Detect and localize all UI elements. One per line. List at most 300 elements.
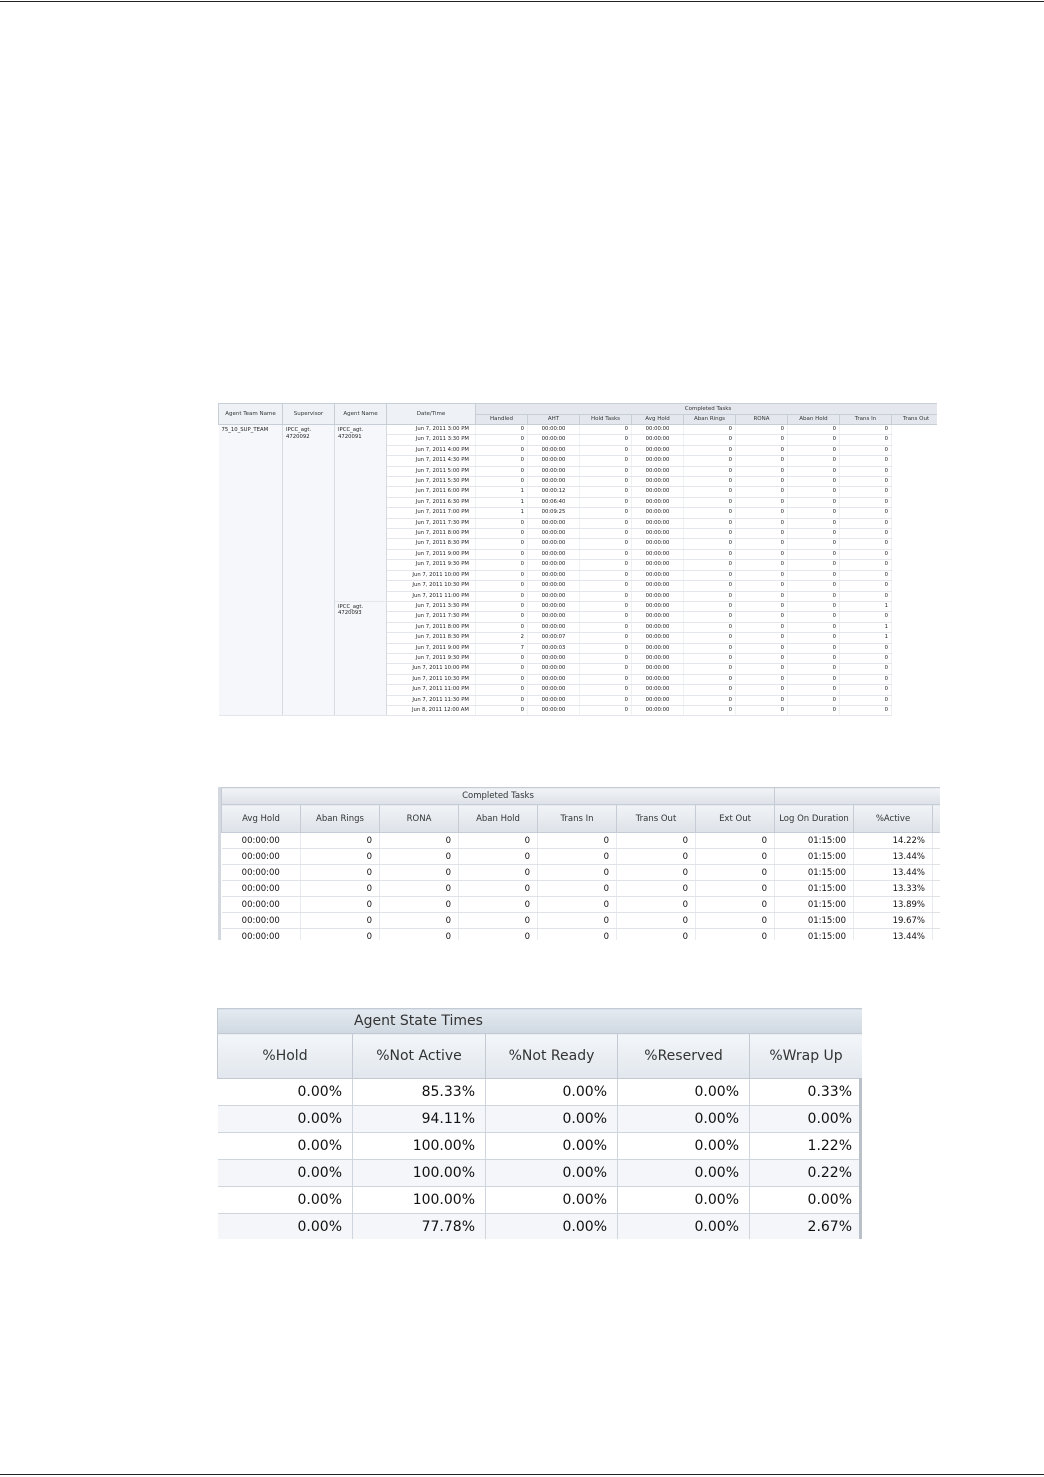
- table-cell: 0: [684, 633, 736, 643]
- date-time-cell: Jun 7, 2011 9:30 PM: [387, 560, 476, 570]
- column-header[interactable]: %Not Ready: [486, 1034, 618, 1079]
- header-supervisor[interactable]: Supervisor: [283, 404, 335, 425]
- header-rona[interactable]: RONA: [736, 414, 788, 425]
- table-cell: 0: [476, 581, 528, 591]
- table-cell: 0: [301, 865, 380, 881]
- table-cell: 0: [840, 518, 892, 528]
- table-cell: 00:00:00: [632, 695, 684, 705]
- table-cell: 00:00:00: [222, 913, 301, 929]
- column-header[interactable]: %Reserved: [618, 1034, 750, 1079]
- column-header[interactable]: Aban Hold: [459, 805, 538, 833]
- table-cell: 0: [476, 456, 528, 466]
- table-cell: 0: [580, 664, 632, 674]
- table-cell: 00:00:00: [632, 539, 684, 549]
- table-cell: 0: [580, 487, 632, 497]
- header-trans-in[interactable]: Trans In: [840, 414, 892, 425]
- table-cell: 0: [788, 456, 840, 466]
- table-cell: 85.33%: [353, 1079, 486, 1106]
- table-cell: 0: [580, 456, 632, 466]
- column-header[interactable]: %Not Active: [353, 1034, 486, 1079]
- table-cell: 100.00%: [353, 1133, 486, 1160]
- table-cell: 0: [684, 581, 736, 591]
- table-cell: 00:00:00: [632, 435, 684, 445]
- table-cell: 0: [380, 833, 459, 849]
- table-cell: 0: [840, 529, 892, 539]
- table-cell: 0: [380, 849, 459, 865]
- table-cell: 0: [696, 913, 775, 929]
- blank-cell: [933, 913, 941, 929]
- table-cell: 0: [840, 456, 892, 466]
- table-cell: 0.00%: [486, 1079, 618, 1106]
- header-trans-out[interactable]: Trans Out: [892, 414, 938, 425]
- table-cell: 0: [380, 881, 459, 897]
- table-cell: 0: [684, 456, 736, 466]
- table-cell: 0: [580, 529, 632, 539]
- date-time-cell: Jun 7, 2011 4:00 PM: [387, 445, 476, 455]
- blank-cell: [933, 929, 941, 941]
- column-header[interactable]: Ext Out: [696, 805, 775, 833]
- table-cell: 00:00:00: [528, 549, 580, 559]
- table-cell: 0: [580, 695, 632, 705]
- table-cell: 1: [476, 487, 528, 497]
- table-cell: 0: [788, 508, 840, 518]
- table-cell: 0: [301, 929, 380, 941]
- table-cell: 0: [684, 549, 736, 559]
- table-cell: 0: [580, 643, 632, 653]
- date-time-cell: Jun 7, 2011 9:00 PM: [387, 643, 476, 653]
- table-cell: 0: [788, 653, 840, 663]
- table-cell: 0: [684, 445, 736, 455]
- table-cell: 13.89%: [854, 897, 933, 913]
- table-cell: 00:00:00: [632, 560, 684, 570]
- table-cell: 0: [580, 591, 632, 601]
- table-cell: 0: [617, 865, 696, 881]
- table-cell: 0: [736, 643, 788, 653]
- table-cell: 0: [580, 653, 632, 663]
- header-hold-tasks[interactable]: Hold Tasks: [580, 414, 632, 425]
- table-cell: 00:00:00: [632, 549, 684, 559]
- table-row: [218, 1187, 863, 1214]
- table-cell: 0: [736, 570, 788, 580]
- table-cell: 0: [684, 560, 736, 570]
- table-cell: 00:00:00: [222, 929, 301, 941]
- table-row: [219, 425, 938, 435]
- column-header[interactable]: RONA: [380, 805, 459, 833]
- table-cell: 0: [736, 581, 788, 591]
- table-cell: 0: [684, 705, 736, 715]
- date-time-cell: Jun 7, 2011 11:00 PM: [387, 685, 476, 695]
- table-cell: 0: [696, 833, 775, 849]
- table-cell: 00:00:00: [528, 622, 580, 632]
- date-time-cell: Jun 7, 2011 7:30 PM: [387, 612, 476, 622]
- table-cell: 0: [684, 508, 736, 518]
- table-cell: 0.00%: [218, 1214, 353, 1240]
- table-cell: 00:00:00: [528, 518, 580, 528]
- table-cell: 0: [788, 435, 840, 445]
- table-cell: 0: [476, 466, 528, 476]
- table-cell: 0: [840, 560, 892, 570]
- table-cell: 19.67%: [854, 913, 933, 929]
- column-header[interactable]: Trans In: [538, 805, 617, 833]
- date-time-cell: Jun 7, 2011 3:30 PM: [387, 601, 476, 611]
- table-cell: 0: [684, 695, 736, 705]
- table-cell: 00:00:03: [528, 643, 580, 653]
- header-handled[interactable]: Handled: [476, 414, 528, 425]
- table-cell: 0: [580, 674, 632, 684]
- table-cell: 0: [788, 560, 840, 570]
- table-cell: 0: [476, 674, 528, 684]
- date-time-cell: Jun 7, 2011 8:30 PM: [387, 633, 476, 643]
- table-cell: 00:00:00: [528, 425, 580, 435]
- agent-state-group-header: Agent State Times: [218, 1009, 863, 1034]
- table-cell: 0.00%: [618, 1133, 750, 1160]
- table-cell: 0: [476, 685, 528, 695]
- table-cell: 0: [476, 695, 528, 705]
- table-cell: 0: [684, 653, 736, 663]
- table-cell: 0: [580, 425, 632, 435]
- table-cell: 0.00%: [618, 1079, 750, 1106]
- table-cell: 0: [736, 601, 788, 611]
- table-cell: 0: [538, 849, 617, 865]
- table-cell: 00:00:00: [528, 685, 580, 695]
- table-cell: 0.00%: [618, 1106, 750, 1133]
- table-cell: 0: [580, 539, 632, 549]
- table-cell: 00:00:00: [528, 664, 580, 674]
- table-cell: 0.22%: [750, 1160, 863, 1187]
- table-cell: 01:15:00: [775, 929, 854, 941]
- table-cell: 01:15:00: [775, 849, 854, 865]
- date-time-cell: Jun 7, 2011 9:00 PM: [387, 549, 476, 559]
- table-row: [218, 1133, 863, 1160]
- agent-state-screenshot: [217, 1008, 862, 1239]
- table-cell: 0: [788, 664, 840, 674]
- table-cell: 0.00%: [218, 1133, 353, 1160]
- table-cell: 0: [840, 466, 892, 476]
- table-cell: 0.33%: [750, 1079, 863, 1106]
- table-cell: 00:00:00: [528, 539, 580, 549]
- table-cell: 01:15:00: [775, 881, 854, 897]
- table-cell: 0: [736, 477, 788, 487]
- date-time-cell: Jun 7, 2011 10:30 PM: [387, 674, 476, 684]
- table-cell: 0.00%: [618, 1214, 750, 1240]
- table-cell: 13.44%: [854, 849, 933, 865]
- table-cell: 0: [788, 497, 840, 507]
- table-cell: 0: [788, 477, 840, 487]
- table-cell: 94.11%: [353, 1106, 486, 1133]
- table-cell: 0: [736, 466, 788, 476]
- table-cell: 00:00:00: [632, 529, 684, 539]
- table-cell: 00:00:00: [528, 456, 580, 466]
- table-cell: 7: [476, 643, 528, 653]
- table-cell: 0.00%: [618, 1187, 750, 1214]
- table-cell: 0: [617, 897, 696, 913]
- table-cell: 00:00:00: [632, 518, 684, 528]
- table-cell: 0.00%: [218, 1106, 353, 1133]
- blank-cell: [933, 865, 941, 881]
- table-cell: 0: [476, 477, 528, 487]
- column-header[interactable]: %Wrap Up: [750, 1034, 863, 1079]
- date-time-cell: Jun 7, 2011 4:30 PM: [387, 456, 476, 466]
- table-cell: 00:00:00: [632, 570, 684, 580]
- table-row: [218, 1214, 863, 1240]
- table-cell: 0: [580, 581, 632, 591]
- table-cell: 0: [380, 913, 459, 929]
- supervisor-cell: IPCC_agt. 4720092: [283, 425, 335, 716]
- table-cell: 0: [788, 539, 840, 549]
- table-cell: 0: [684, 685, 736, 695]
- table-cell: 00:00:00: [528, 695, 580, 705]
- column-header[interactable]: %Hold: [218, 1034, 353, 1079]
- group-header-blank: [775, 788, 941, 805]
- table-cell: 0: [684, 518, 736, 528]
- table-cell: 0: [736, 487, 788, 497]
- table-cell: 0: [696, 849, 775, 865]
- column-header[interactable]: %Active: [854, 805, 933, 833]
- agent-name-cell: IPCC_agt. 4720093: [335, 601, 387, 715]
- table-cell: 0.00%: [750, 1187, 863, 1214]
- table-cell: 0: [736, 622, 788, 632]
- table-cell: 0: [736, 425, 788, 435]
- date-time-cell: Jun 7, 2011 8:00 PM: [387, 622, 476, 632]
- table-cell: 1: [476, 497, 528, 507]
- table-cell: 0: [788, 591, 840, 601]
- date-time-cell: Jun 7, 2011 6:00 PM: [387, 487, 476, 497]
- header-agent-team-name[interactable]: Agent Team Name: [219, 404, 283, 425]
- table-cell: 00:00:00: [222, 849, 301, 865]
- completed-tasks-table: [221, 787, 940, 940]
- table-cell: 00:00:00: [632, 508, 684, 518]
- table-cell: 2: [476, 633, 528, 643]
- table-cell: 0: [736, 674, 788, 684]
- table-cell: 0: [684, 497, 736, 507]
- table-cell: 0: [476, 622, 528, 632]
- table-cell: 0: [476, 445, 528, 455]
- table-cell: 0: [840, 549, 892, 559]
- header-avg-hold[interactable]: Avg Hold: [632, 414, 684, 425]
- table-cell: 0: [840, 653, 892, 663]
- table-cell: 0: [788, 633, 840, 643]
- report-grid-table: [218, 403, 937, 716]
- table-cell: 0: [380, 897, 459, 913]
- date-time-cell: Jun 7, 2011 5:30 PM: [387, 477, 476, 487]
- table-row: [222, 865, 941, 881]
- table-cell: 0: [736, 549, 788, 559]
- column-header[interactable]: Log On Duration: [775, 805, 854, 833]
- date-time-cell: Jun 7, 2011 3:00 PM: [387, 425, 476, 435]
- table-cell: 0: [617, 849, 696, 865]
- table-cell: 0: [736, 653, 788, 663]
- table-cell: 0: [476, 518, 528, 528]
- table-cell: 00:00:00: [222, 833, 301, 849]
- table-cell: 0: [696, 897, 775, 913]
- vertical-scrollbar[interactable]: [859, 1078, 862, 1239]
- table-cell: 0.00%: [618, 1160, 750, 1187]
- table-cell: 0: [736, 445, 788, 455]
- table-cell: 0: [736, 695, 788, 705]
- table-cell: 0: [301, 833, 380, 849]
- completed-tasks-column-headers: [222, 805, 941, 833]
- table-row: [222, 913, 941, 929]
- table-cell: 01:15:00: [775, 833, 854, 849]
- header-aban-rings[interactable]: Aban Rings: [684, 414, 736, 425]
- table-cell: 0: [736, 685, 788, 695]
- table-cell: 00:00:00: [528, 612, 580, 622]
- table-cell: 0: [840, 435, 892, 445]
- table-row: [222, 897, 941, 913]
- table-cell: 0: [380, 865, 459, 881]
- date-time-cell: Jun 7, 2011 7:00 PM: [387, 508, 476, 518]
- table-cell: 0: [736, 591, 788, 601]
- header-date-time[interactable]: Date/Time: [387, 404, 476, 425]
- table-cell: 0: [788, 549, 840, 559]
- table-cell: 0: [788, 518, 840, 528]
- table-cell: 0: [840, 674, 892, 684]
- date-time-cell: Jun 7, 2011 3:30 PM: [387, 435, 476, 445]
- table-cell: 00:00:00: [632, 425, 684, 435]
- date-time-cell: Jun 7, 2011 11:00 PM: [387, 591, 476, 601]
- completed-tasks-group-header: Completed Tasks: [222, 788, 775, 805]
- page-footer-rule: [0, 1474, 1044, 1475]
- table-cell: 00:06:40: [528, 497, 580, 507]
- table-cell: 0: [580, 633, 632, 643]
- table-cell: 00:00:00: [632, 685, 684, 695]
- table-cell: 00:00:00: [632, 487, 684, 497]
- table-cell: 0: [580, 549, 632, 559]
- header-aht[interactable]: AHT: [528, 414, 580, 425]
- table-cell: 0: [580, 622, 632, 632]
- table-cell: 0: [684, 643, 736, 653]
- table-cell: 0: [617, 881, 696, 897]
- table-cell: 0: [840, 487, 892, 497]
- table-cell: 0: [580, 685, 632, 695]
- column-header[interactable]: Avg Hold: [222, 805, 301, 833]
- table-cell: 00:00:00: [632, 664, 684, 674]
- table-cell: 0: [380, 929, 459, 941]
- table-cell: 0: [580, 435, 632, 445]
- table-cell: 0: [476, 549, 528, 559]
- table-cell: 0: [788, 612, 840, 622]
- table-cell: 100.00%: [353, 1160, 486, 1187]
- table-cell: 0: [301, 881, 380, 897]
- table-cell: 13.33%: [854, 881, 933, 897]
- table-cell: 0.00%: [750, 1106, 863, 1133]
- table-row: [222, 849, 941, 865]
- table-cell: 0: [736, 612, 788, 622]
- table-cell: 0.00%: [486, 1160, 618, 1187]
- table-cell: 0: [736, 664, 788, 674]
- table-cell: 01:15:00: [775, 897, 854, 913]
- date-time-cell: Jun 7, 2011 5:00 PM: [387, 466, 476, 476]
- table-cell: 0: [736, 633, 788, 643]
- table-cell: 0: [684, 674, 736, 684]
- table-cell: 00:00:00: [528, 529, 580, 539]
- table-cell: 0: [736, 508, 788, 518]
- table-cell: 1: [476, 508, 528, 518]
- table-cell: 0: [840, 497, 892, 507]
- table-cell: 0: [684, 529, 736, 539]
- table-cell: 0: [736, 539, 788, 549]
- table-cell: 14.22%: [854, 833, 933, 849]
- header-agent-name[interactable]: Agent Name: [335, 404, 387, 425]
- table-cell: 00:00:00: [632, 653, 684, 663]
- table-cell: 0: [840, 581, 892, 591]
- table-cell: 0: [476, 560, 528, 570]
- table-cell: 0: [538, 929, 617, 941]
- table-cell: 00:00:00: [632, 591, 684, 601]
- header-completed-tasks-group: Completed Tasks: [476, 404, 938, 415]
- table-cell: 0: [538, 897, 617, 913]
- table-cell: 0: [617, 833, 696, 849]
- date-time-cell: Jun 7, 2011 10:30 PM: [387, 581, 476, 591]
- table-cell: 0: [459, 833, 538, 849]
- table-cell: 0: [840, 425, 892, 435]
- table-cell: 0: [476, 570, 528, 580]
- table-cell: 0: [840, 445, 892, 455]
- table-cell: 0: [301, 849, 380, 865]
- table-cell: 00:00:00: [528, 445, 580, 455]
- table-cell: 00:00:00: [528, 705, 580, 715]
- table-row: [222, 881, 941, 897]
- table-cell: 0: [788, 601, 840, 611]
- table-cell: 0: [538, 881, 617, 897]
- table-cell: 0: [476, 612, 528, 622]
- table-cell: 0: [840, 539, 892, 549]
- table-cell: 0: [840, 508, 892, 518]
- table-cell: 0: [476, 601, 528, 611]
- completed-tasks-body: [222, 833, 941, 941]
- table-cell: 0: [459, 865, 538, 881]
- table-cell: 0: [538, 833, 617, 849]
- table-cell: 00:00:00: [528, 570, 580, 580]
- table-cell: 0.00%: [218, 1079, 353, 1106]
- table-cell: 0: [788, 622, 840, 632]
- table-cell: 0: [788, 674, 840, 684]
- column-header[interactable]: Aban Rings: [301, 805, 380, 833]
- table-cell: 0: [736, 497, 788, 507]
- table-cell: 1: [840, 633, 892, 643]
- table-cell: 0: [476, 591, 528, 601]
- table-cell: 00:00:00: [632, 705, 684, 715]
- page-header-rule: [0, 1, 1044, 2]
- table-cell: 0: [788, 685, 840, 695]
- column-header[interactable]: Trans Out: [617, 805, 696, 833]
- table-cell: 0: [684, 612, 736, 622]
- table-cell: 0: [788, 581, 840, 591]
- table-cell: 0: [840, 685, 892, 695]
- date-time-cell: Jun 7, 2011 10:00 PM: [387, 570, 476, 580]
- table-cell: 0: [684, 487, 736, 497]
- table-cell: 0: [684, 539, 736, 549]
- header-aban-hold[interactable]: Aban Hold: [788, 414, 840, 425]
- table-cell: 1.22%: [750, 1133, 863, 1160]
- table-row: [222, 929, 941, 941]
- table-cell: 13.44%: [854, 865, 933, 881]
- date-time-cell: Jun 7, 2011 8:00 PM: [387, 529, 476, 539]
- table-cell: 0: [788, 705, 840, 715]
- table-cell: 0: [301, 913, 380, 929]
- table-cell: 0: [788, 695, 840, 705]
- table-cell: 0: [580, 570, 632, 580]
- blank-cell: [933, 849, 941, 865]
- table-row: [218, 1079, 863, 1106]
- table-cell: 0: [736, 705, 788, 715]
- table-cell: 0: [788, 445, 840, 455]
- table-cell: 00:00:00: [222, 881, 301, 897]
- date-time-cell: Jun 8, 2011 12:00 AM: [387, 705, 476, 715]
- table-cell: 0: [840, 477, 892, 487]
- table-cell: 0: [840, 612, 892, 622]
- table-cell: 0: [840, 664, 892, 674]
